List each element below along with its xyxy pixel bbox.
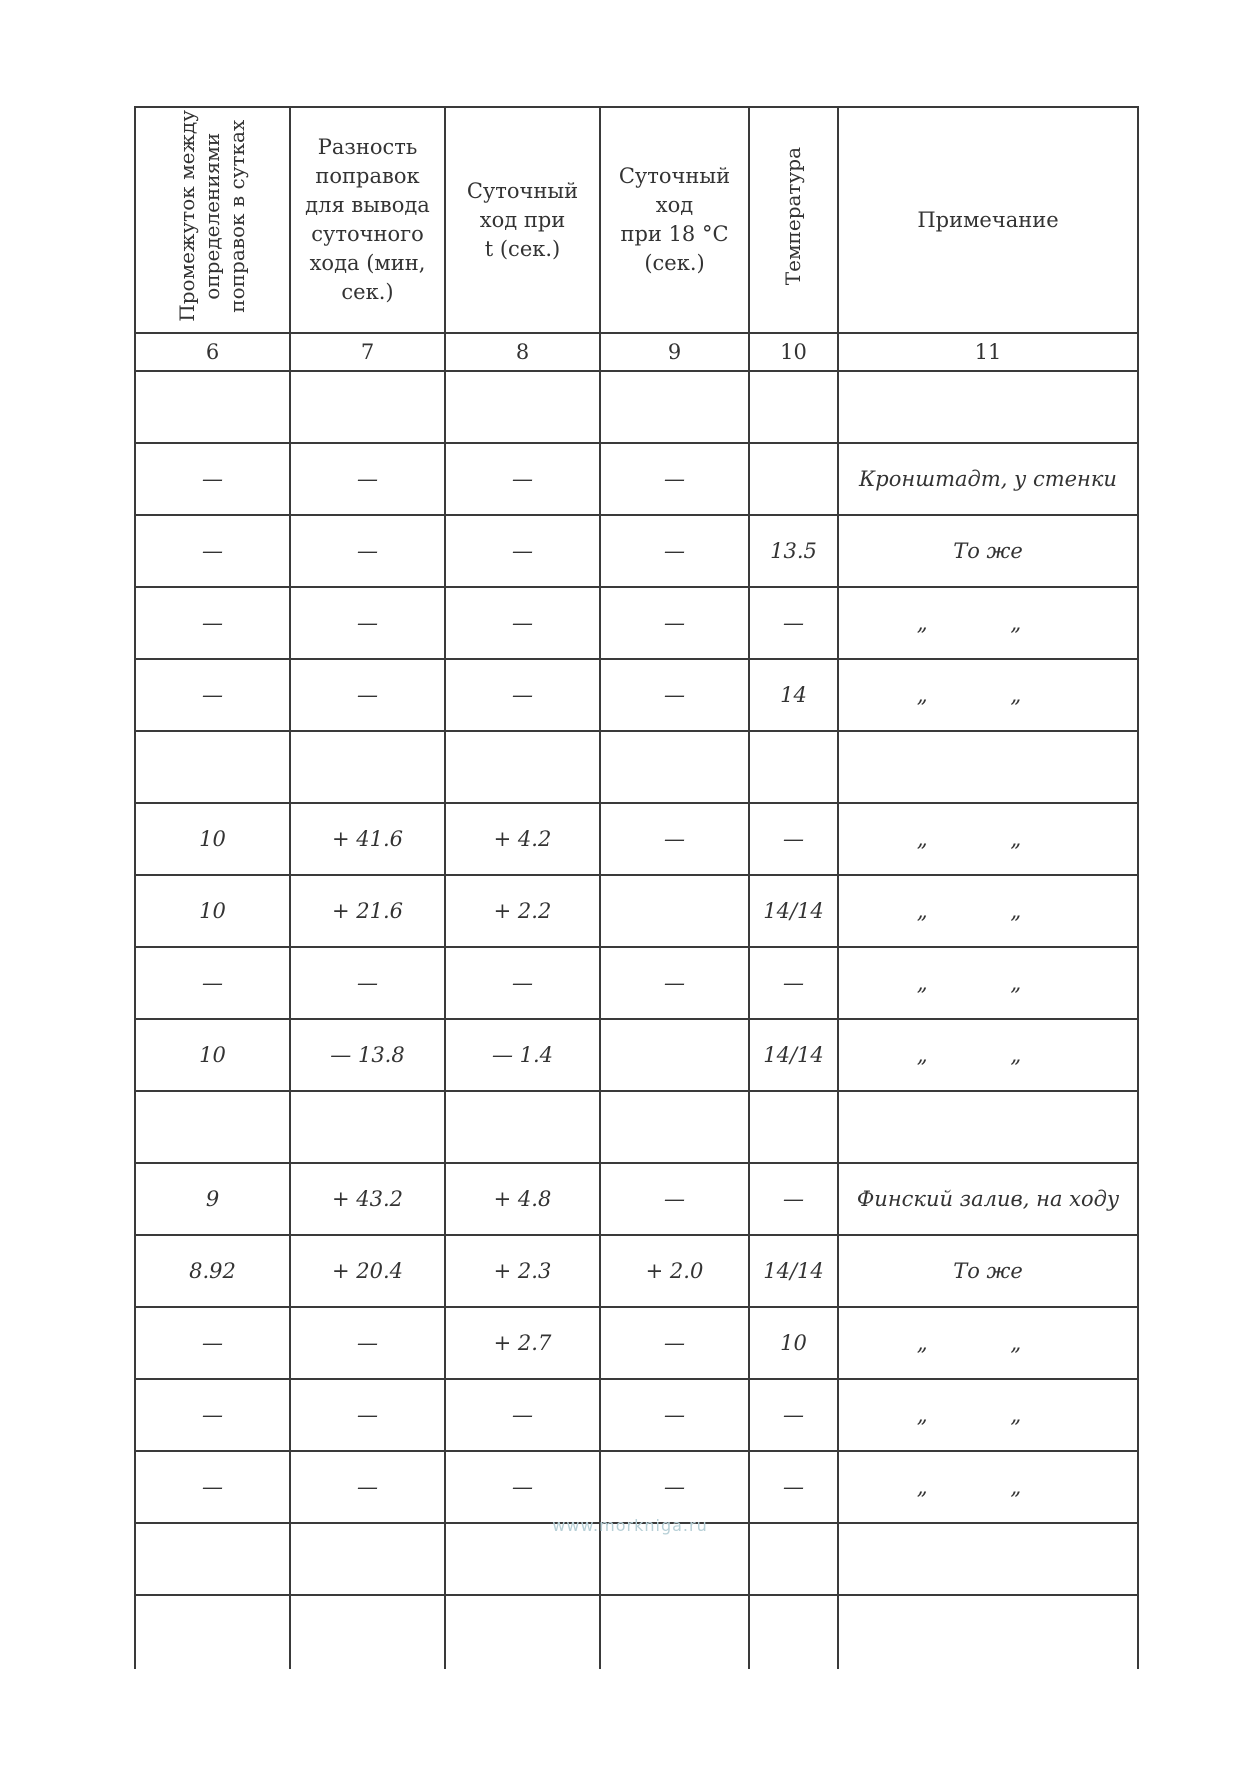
cell-interval: — bbox=[135, 515, 290, 587]
cell-temperature: — bbox=[749, 803, 838, 875]
header-daily-rate-18: Суточный ход при 18 °С (сек.) bbox=[600, 107, 749, 333]
table-row bbox=[135, 1091, 1138, 1163]
cell-temperature: — bbox=[749, 1451, 838, 1523]
table-row bbox=[135, 1235, 1138, 1307]
cell-daily-rate-18 bbox=[600, 1091, 749, 1163]
cell-interval bbox=[135, 1595, 290, 1669]
column-number: 8 bbox=[445, 333, 600, 371]
cell-daily-rate-t bbox=[445, 1091, 600, 1163]
cell-note bbox=[838, 1091, 1138, 1163]
table-body bbox=[135, 371, 1138, 1669]
cell-temperature bbox=[749, 1595, 838, 1669]
cell-interval: 10 bbox=[135, 875, 290, 947]
header-daily-rate-t: Суточный ход при t (сек.) bbox=[445, 107, 600, 333]
cell-note: То же bbox=[838, 1235, 1138, 1307]
cell-daily-rate-18: — bbox=[600, 587, 749, 659]
header-interval: Промежуток между определениями поправок в сутках bbox=[135, 107, 290, 333]
table-row bbox=[135, 1307, 1138, 1379]
table-row bbox=[135, 731, 1138, 803]
cell-daily-rate-18 bbox=[600, 1019, 749, 1091]
column-number: 6 bbox=[135, 333, 290, 371]
cell-temperature bbox=[749, 731, 838, 803]
cell-correction-difference bbox=[290, 371, 445, 443]
cell-correction-difference: + 41.6 bbox=[290, 803, 445, 875]
cell-note: Финский залив, на ходу bbox=[838, 1163, 1138, 1235]
cell-correction-difference: — 13.8 bbox=[290, 1019, 445, 1091]
column-number: 9 bbox=[600, 333, 749, 371]
table-row bbox=[135, 1163, 1138, 1235]
cell-note: „ „ bbox=[838, 803, 1138, 875]
cell-temperature bbox=[749, 1091, 838, 1163]
cell-daily-rate-18: — bbox=[600, 1163, 749, 1235]
cell-temperature: — bbox=[749, 947, 838, 1019]
table-row bbox=[135, 1019, 1138, 1091]
cell-interval: 10 bbox=[135, 1019, 290, 1091]
cell-note: „ „ bbox=[838, 1379, 1138, 1451]
cell-temperature bbox=[749, 371, 838, 443]
cell-temperature: 14/14 bbox=[749, 1235, 838, 1307]
cell-correction-difference: — bbox=[290, 443, 445, 515]
cell-daily-rate-t bbox=[445, 1595, 600, 1669]
cell-temperature: — bbox=[749, 587, 838, 659]
cell-note bbox=[838, 1523, 1138, 1595]
table-row bbox=[135, 947, 1138, 1019]
cell-interval: — bbox=[135, 587, 290, 659]
cell-note bbox=[838, 1595, 1138, 1669]
cell-daily-rate-t: — 1.4 bbox=[445, 1019, 600, 1091]
cell-temperature: 14/14 bbox=[749, 875, 838, 947]
cell-interval: — bbox=[135, 947, 290, 1019]
header-temperature: Температура bbox=[749, 107, 838, 333]
table-row bbox=[135, 1379, 1138, 1451]
cell-daily-rate-18: + 2.0 bbox=[600, 1235, 749, 1307]
cell-correction-difference bbox=[290, 1595, 445, 1669]
cell-correction-difference: — bbox=[290, 947, 445, 1019]
cell-note: То же bbox=[838, 515, 1138, 587]
cell-interval bbox=[135, 371, 290, 443]
cell-daily-rate-t: + 2.3 bbox=[445, 1235, 600, 1307]
cell-correction-difference bbox=[290, 731, 445, 803]
chronometer-log-table bbox=[134, 106, 1139, 1669]
cell-daily-rate-18: — bbox=[600, 515, 749, 587]
column-number: 7 bbox=[290, 333, 445, 371]
cell-correction-difference: — bbox=[290, 659, 445, 731]
cell-daily-rate-t bbox=[445, 371, 600, 443]
cell-note: „ „ bbox=[838, 947, 1138, 1019]
column-number: 10 bbox=[749, 333, 838, 371]
cell-temperature: 14/14 bbox=[749, 1019, 838, 1091]
cell-note: „ „ bbox=[838, 659, 1138, 731]
table-row bbox=[135, 443, 1138, 515]
cell-temperature: — bbox=[749, 1379, 838, 1451]
cell-daily-rate-18 bbox=[600, 875, 749, 947]
cell-note: Кронштадт, у стенки bbox=[838, 443, 1138, 515]
cell-correction-difference bbox=[290, 1523, 445, 1595]
cell-temperature: 14 bbox=[749, 659, 838, 731]
header-row bbox=[135, 107, 1138, 333]
cell-daily-rate-t: + 4.2 bbox=[445, 803, 600, 875]
cell-correction-difference: — bbox=[290, 587, 445, 659]
cell-temperature bbox=[749, 443, 838, 515]
cell-correction-difference: — bbox=[290, 1379, 445, 1451]
cell-interval bbox=[135, 731, 290, 803]
cell-daily-rate-18: — bbox=[600, 1451, 749, 1523]
cell-daily-rate-18: — bbox=[600, 1307, 749, 1379]
header-note: Примечание bbox=[838, 107, 1138, 333]
watermark: www.morkniga.ru bbox=[552, 1516, 708, 1535]
cell-daily-rate-t: + 4.8 bbox=[445, 1163, 600, 1235]
cell-correction-difference: + 21.6 bbox=[290, 875, 445, 947]
cell-daily-rate-18: — bbox=[600, 1379, 749, 1451]
table-row bbox=[135, 371, 1138, 443]
table-row bbox=[135, 803, 1138, 875]
cell-daily-rate-t bbox=[445, 731, 600, 803]
cell-interval: — bbox=[135, 1307, 290, 1379]
cell-daily-rate-18: — bbox=[600, 443, 749, 515]
column-number: 11 bbox=[838, 333, 1138, 371]
cell-note: „ „ bbox=[838, 1019, 1138, 1091]
cell-daily-rate-t: — bbox=[445, 1379, 600, 1451]
cell-interval bbox=[135, 1091, 290, 1163]
cell-note bbox=[838, 731, 1138, 803]
cell-daily-rate-18 bbox=[600, 731, 749, 803]
cell-daily-rate-t: — bbox=[445, 515, 600, 587]
cell-interval: — bbox=[135, 443, 290, 515]
cell-interval: — bbox=[135, 1379, 290, 1451]
cell-temperature bbox=[749, 1523, 838, 1595]
cell-daily-rate-t: — bbox=[445, 947, 600, 1019]
table-row bbox=[135, 1595, 1138, 1669]
column-number-row bbox=[135, 333, 1138, 371]
cell-daily-rate-t: — bbox=[445, 1451, 600, 1523]
cell-daily-rate-18: — bbox=[600, 803, 749, 875]
cell-daily-rate-t: + 2.7 bbox=[445, 1307, 600, 1379]
cell-note bbox=[838, 371, 1138, 443]
table-row bbox=[135, 1451, 1138, 1523]
cell-interval: — bbox=[135, 659, 290, 731]
cell-note: „ „ bbox=[838, 1307, 1138, 1379]
cell-daily-rate-t: — bbox=[445, 659, 600, 731]
cell-correction-difference: + 20.4 bbox=[290, 1235, 445, 1307]
cell-correction-difference: + 43.2 bbox=[290, 1163, 445, 1235]
cell-interval: 9 bbox=[135, 1163, 290, 1235]
cell-daily-rate-t: + 2.2 bbox=[445, 875, 600, 947]
cell-daily-rate-18: — bbox=[600, 947, 749, 1019]
cell-correction-difference: — bbox=[290, 515, 445, 587]
cell-interval: — bbox=[135, 1451, 290, 1523]
cell-correction-difference bbox=[290, 1091, 445, 1163]
cell-interval: 8.92 bbox=[135, 1235, 290, 1307]
table-row bbox=[135, 659, 1138, 731]
cell-temperature: 10 bbox=[749, 1307, 838, 1379]
cell-daily-rate-t: — bbox=[445, 443, 600, 515]
table-row bbox=[135, 515, 1138, 587]
cell-interval bbox=[135, 1523, 290, 1595]
cell-correction-difference: — bbox=[290, 1451, 445, 1523]
cell-temperature: 13.5 bbox=[749, 515, 838, 587]
table-row bbox=[135, 587, 1138, 659]
cell-daily-rate-18 bbox=[600, 371, 749, 443]
cell-interval: 10 bbox=[135, 803, 290, 875]
cell-note: „ „ bbox=[838, 875, 1138, 947]
cell-note: „ „ bbox=[838, 1451, 1138, 1523]
cell-daily-rate-18 bbox=[600, 1595, 749, 1669]
cell-temperature: — bbox=[749, 1163, 838, 1235]
table-row bbox=[135, 875, 1138, 947]
cell-correction-difference: — bbox=[290, 1307, 445, 1379]
cell-daily-rate-18: — bbox=[600, 659, 749, 731]
cell-daily-rate-t: — bbox=[445, 587, 600, 659]
header-correction-difference: Разность поправок для вывода суточного хода (мин, сек.) bbox=[290, 107, 445, 333]
cell-note: „ „ bbox=[838, 587, 1138, 659]
